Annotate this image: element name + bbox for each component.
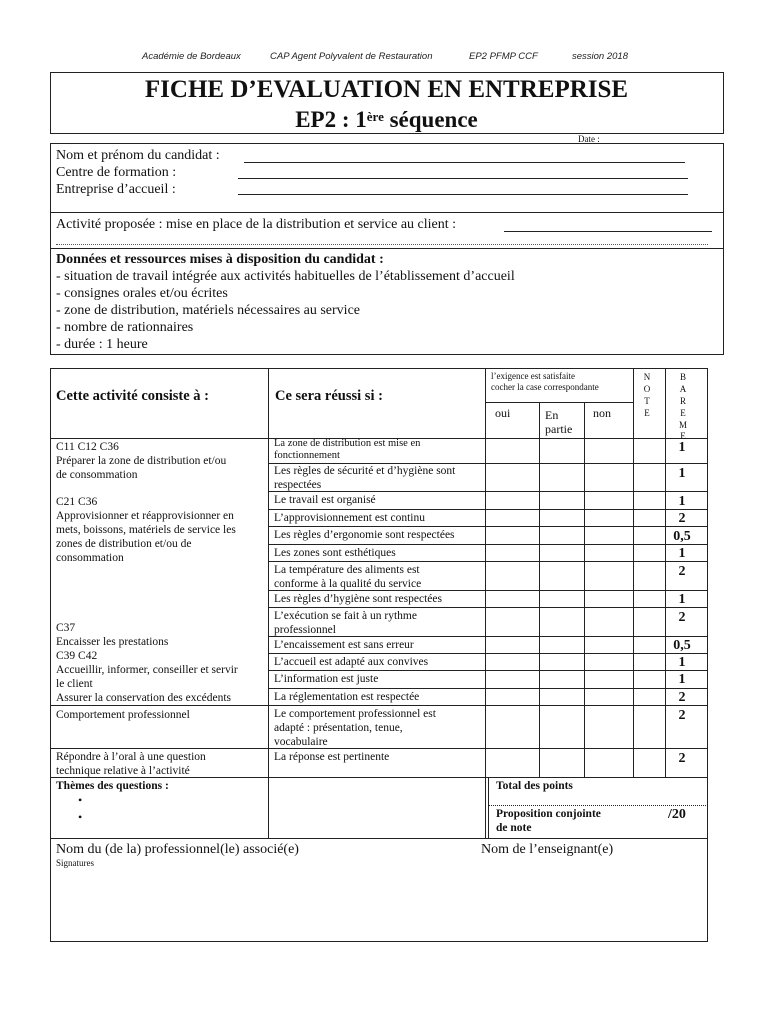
criterion-text: L’approvisionnement est continu <box>274 512 425 524</box>
col-note-letter: E <box>644 408 650 418</box>
criterion-text: respectées <box>274 479 322 491</box>
activity-text: de consommation <box>56 469 138 481</box>
bareme-value: 1 <box>678 546 686 561</box>
header-academy: Académie de Bordeaux <box>142 51 241 62</box>
proposition-label-2: de note <box>496 822 532 834</box>
col-en-partie-2: partie <box>545 422 573 436</box>
table-row-line <box>268 526 708 527</box>
bareme-value: 1 <box>678 672 686 687</box>
criterion-text: La réglementation est respectée <box>274 691 420 703</box>
criterion-text: Le comportement professionnel est <box>274 708 436 720</box>
activity-text: le client <box>56 678 93 690</box>
table-row-line <box>268 653 708 654</box>
activity-text: Accueillir, informer, conseiller et servir <box>56 664 238 676</box>
activity-label: Activité proposée : mise en place de la distribution et service au client : <box>56 217 457 232</box>
candidate-name-label: Nom et prénom du candidat : <box>56 148 220 163</box>
table-row-line <box>50 748 268 749</box>
bareme-value: 2 <box>678 690 686 705</box>
table-row-line <box>268 705 708 706</box>
criterion-text: conforme à la qualité du service <box>274 578 422 590</box>
activity-text: zones de distribution et/ou de <box>56 538 192 550</box>
resource-item: - situation de travail intégrée aux activités habituelles de l’établissement d’accueil <box>56 269 515 284</box>
col-bareme-letter: A <box>679 384 687 394</box>
bareme-value: 1 <box>678 494 686 509</box>
criterion-text: Le travail est organisé <box>274 494 376 506</box>
bareme-value: 2 <box>678 708 686 723</box>
page-title: FICHE D’EVALUATION EN ENTREPRISE <box>144 76 629 103</box>
resource-item: - durée : 1 heure <box>56 337 148 352</box>
total-points-label: Total des points <box>496 780 573 792</box>
header-session: session 2018 <box>572 51 628 62</box>
criterion-text: Les règles de sécurité et d’hygiène sont <box>274 465 456 477</box>
activity-field-line2[interactable] <box>56 244 708 245</box>
col-oui: oui <box>495 406 511 420</box>
criterion-text: La température des aliments est <box>274 564 420 576</box>
date-label: Date : <box>578 134 600 144</box>
proposition-value: /20 <box>668 807 686 822</box>
bareme-value: 0,5 <box>673 529 691 544</box>
bareme-value: 2 <box>678 511 686 526</box>
table-row-line <box>268 509 708 510</box>
table-row-line <box>268 544 708 545</box>
bareme-value: 2 <box>678 564 686 579</box>
criterion-text: L’information est juste <box>274 673 379 685</box>
professional-name-label: Nom du (de la) professionnel(le) associé(e) <box>56 842 299 857</box>
candidate-name-field[interactable] <box>244 162 685 163</box>
signatures-label: Signatures <box>56 858 94 868</box>
header-exam: EP2 PFMP CCF <box>469 51 538 62</box>
activity-field[interactable] <box>504 231 712 232</box>
activity-code: C11 C12 C36 <box>56 441 119 453</box>
table-row-line <box>268 491 708 492</box>
company-label: Entreprise d’accueil : <box>56 182 176 197</box>
themes-label: Thèmes des questions : <box>56 780 169 792</box>
activity-text: Préparer la zone de distribution et/ou <box>56 455 227 467</box>
activity-text: Assurer la conservation des excédents <box>56 692 231 704</box>
criterion-text: fonctionnement <box>274 450 340 461</box>
table-row-line <box>50 705 268 706</box>
bareme-value: 2 <box>678 751 686 766</box>
criterion-text: professionnel <box>274 624 336 636</box>
activity-code: C37 <box>56 622 76 634</box>
criterion-text: L’exécution se fait à un rythme <box>274 610 417 622</box>
table-row-line <box>268 607 708 608</box>
bareme-value: 1 <box>678 655 686 670</box>
totals-col-line <box>488 777 489 838</box>
criterion-text: adapté : présentation, tenue, <box>274 722 403 734</box>
teacher-name-label: Nom de l’enseignant(e) <box>481 842 614 857</box>
criterion-text: Les zones sont esthétiques <box>274 547 396 559</box>
activity-text: Approvisionner et réapprovisionner en <box>56 510 234 522</box>
resource-item: - nombre de rationnaires <box>56 320 194 335</box>
page-subtitle: EP2 : 1ère séquence <box>295 107 478 132</box>
col-note-letter: T <box>644 396 650 406</box>
criterion-text: Les règles d’hygiène sont respectées <box>274 593 442 605</box>
activity-text: mets, boissons, matériels de service les <box>56 524 236 536</box>
col-note-letter: O <box>643 384 651 394</box>
training-center-field[interactable] <box>238 178 688 179</box>
activity-code: C21 C36 <box>56 496 98 508</box>
bareme-value: 1 <box>678 592 686 607</box>
divider <box>50 212 724 213</box>
company-field[interactable] <box>238 194 688 195</box>
theme-bullet: • <box>78 793 83 807</box>
table-row-line <box>50 777 708 778</box>
col-bareme-letter: R <box>679 396 686 406</box>
training-center-label: Centre de formation : <box>56 165 177 180</box>
activity-code: C39 C42 <box>56 650 98 662</box>
col-bareme-letter: E <box>680 431 686 441</box>
table-row-line <box>268 688 708 689</box>
proposition-label-1: Proposition conjointe <box>496 808 601 820</box>
criterion-text: L’accueil est adapté aux convives <box>274 656 429 668</box>
activity-text: Répondre à l’oral à une question <box>56 751 206 763</box>
col-note-letter: N <box>643 372 651 382</box>
col-en-partie-1: En <box>545 408 559 422</box>
bareme-value: 1 <box>678 440 686 455</box>
divider <box>50 248 724 249</box>
header-diploma: CAP Agent Polyvalent de Restauration <box>270 51 433 62</box>
criterion-text: La zone de distribution est mise en <box>274 438 421 449</box>
totals-row-line <box>488 805 708 806</box>
resource-item: - consignes orales et/ou écrites <box>56 286 228 301</box>
col-bareme-letter: B <box>679 372 686 382</box>
criterion-text: L’encaissement est sans erreur <box>274 639 414 651</box>
col-success-header: Ce sera réussi si : <box>275 388 383 404</box>
criterion-text: Les règles d’ergonomie sont respectées <box>274 529 455 541</box>
activity-text: consommation <box>56 552 124 564</box>
bareme-value: 1 <box>678 466 686 481</box>
resource-item: - zone de distribution, matériels nécessaires au service <box>56 303 360 318</box>
table-row-line <box>485 402 633 403</box>
table-row-line <box>268 748 708 749</box>
theme-bullet: • <box>78 810 83 824</box>
bareme-value: 0,5 <box>673 638 691 653</box>
table-row-line <box>50 838 708 839</box>
resources-title: Données et ressources mises à disposition du candidat : <box>56 252 384 267</box>
bareme-value: 2 <box>678 610 686 625</box>
exigence-line2: cocher la case correspondante <box>491 382 599 392</box>
exigence-line1: l’exigence est satisfaite <box>491 371 575 381</box>
table-col-line <box>633 368 634 777</box>
running-header <box>0 51 770 65</box>
activity-text: Comportement professionnel <box>56 709 190 721</box>
col-activity-header: Cette activité consiste à : <box>56 388 209 404</box>
table-row-line <box>268 561 708 562</box>
table-row-line <box>268 670 708 671</box>
col-bareme-letter: E <box>680 408 686 418</box>
col-non: non <box>593 406 611 420</box>
criterion-text: vocabulaire <box>274 736 328 748</box>
activity-text: Encaisser les prestations <box>56 636 169 648</box>
activity-text: technique relative à l’activité <box>56 765 190 777</box>
criterion-text: La réponse est pertinente <box>274 751 390 763</box>
col-bareme-letter: M <box>678 420 687 430</box>
